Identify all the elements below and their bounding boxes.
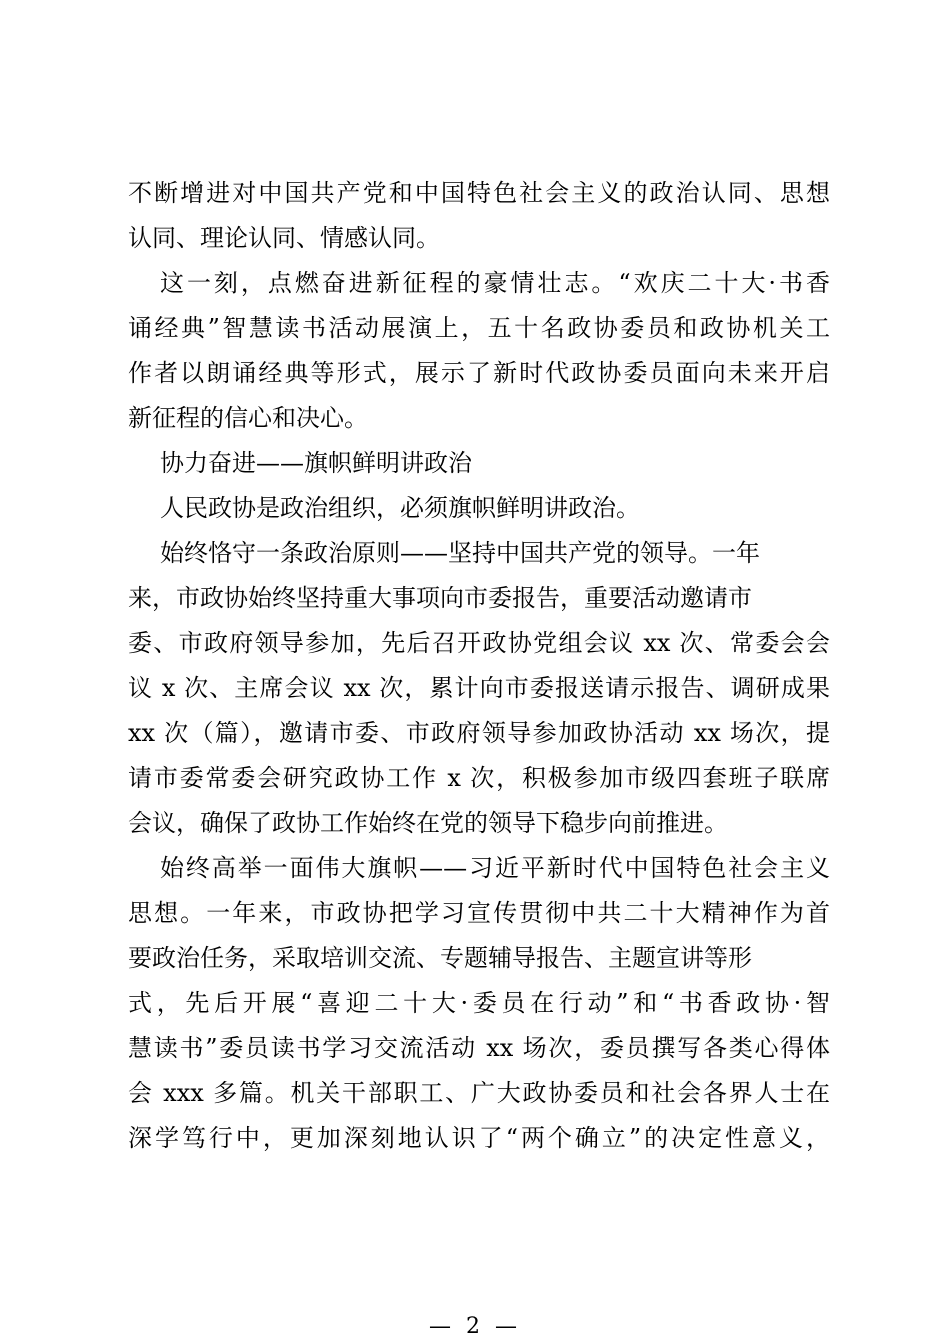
text-line: 深学笃行中，更加深刻地认识了“两个确立”的决定性意义，: [128, 1124, 830, 1152]
text-line: 来，市政协始终坚持重大事项向市委报告，重要活动邀请市: [128, 584, 752, 612]
text-line: 思想。一年来，市政协把学习宣传贯彻中共二十大精神作为首: [128, 899, 830, 927]
text-line: 议 x 次、主席会议 xx 次，累计向市委报送请示报告、调研成果: [128, 674, 830, 702]
text-line: 不断增进对中国共产党和中国特色社会主义的政治认同、思想: [128, 179, 830, 207]
text-line: 诵经典”智慧读书活动展演上，五十名政协委员和政协机关工: [128, 314, 830, 342]
text-line: 始终高举一面伟大旗帜——习近平新时代中国特色社会主义: [160, 854, 830, 882]
text-line: 慧读书”委员读书学习交流活动 xx 场次，委员撰写各类心得体: [128, 1034, 830, 1062]
text-line: 式，先后开展“喜迎二十大·委员在行动”和“书香政协·智: [128, 989, 830, 1017]
text-line: 会 xxx 多篇。机关干部职工、广大政协委员和社会各界人士在: [128, 1079, 830, 1107]
text-line: 会议，确保了政协工作始终在党的领导下稳步向前推进。: [128, 809, 728, 837]
text-line: 始终恪守一条政治原则——坚持中国共产党的领导。一年: [160, 539, 760, 567]
text-line: 新征程的信心和决心。: [128, 404, 368, 432]
text-line: 委、市政府领导参加，先后召开政协党组会议 xx 次、常委会会: [128, 629, 830, 657]
page-number: — 2 —: [429, 1314, 521, 1339]
text-line: 人民政协是政治组织，必须旗帜鲜明讲政治。: [160, 494, 640, 522]
text-line: 要政治任务，采取培训交流、专题辅导报告、主题宣讲等形: [128, 944, 752, 972]
text-line: 作者以朗诵经典等形式，展示了新时代政协委员面向未来开启: [128, 359, 830, 387]
text-line: xx 次（篇），邀请市委、市政府领导参加政协活动 xx 场次，提: [128, 719, 830, 747]
text-line: 这一刻，点燃奋进新征程的豪情壮志。“欢庆二十大·书香: [160, 269, 830, 297]
text-line: 认同、理论认同、情感认同。: [128, 224, 440, 252]
text-line: 请市委常委会研究政协工作 x 次，积极参加市级四套班子联席: [128, 764, 830, 792]
section-heading: 协力奋进——旗帜鲜明讲政治: [160, 449, 472, 477]
